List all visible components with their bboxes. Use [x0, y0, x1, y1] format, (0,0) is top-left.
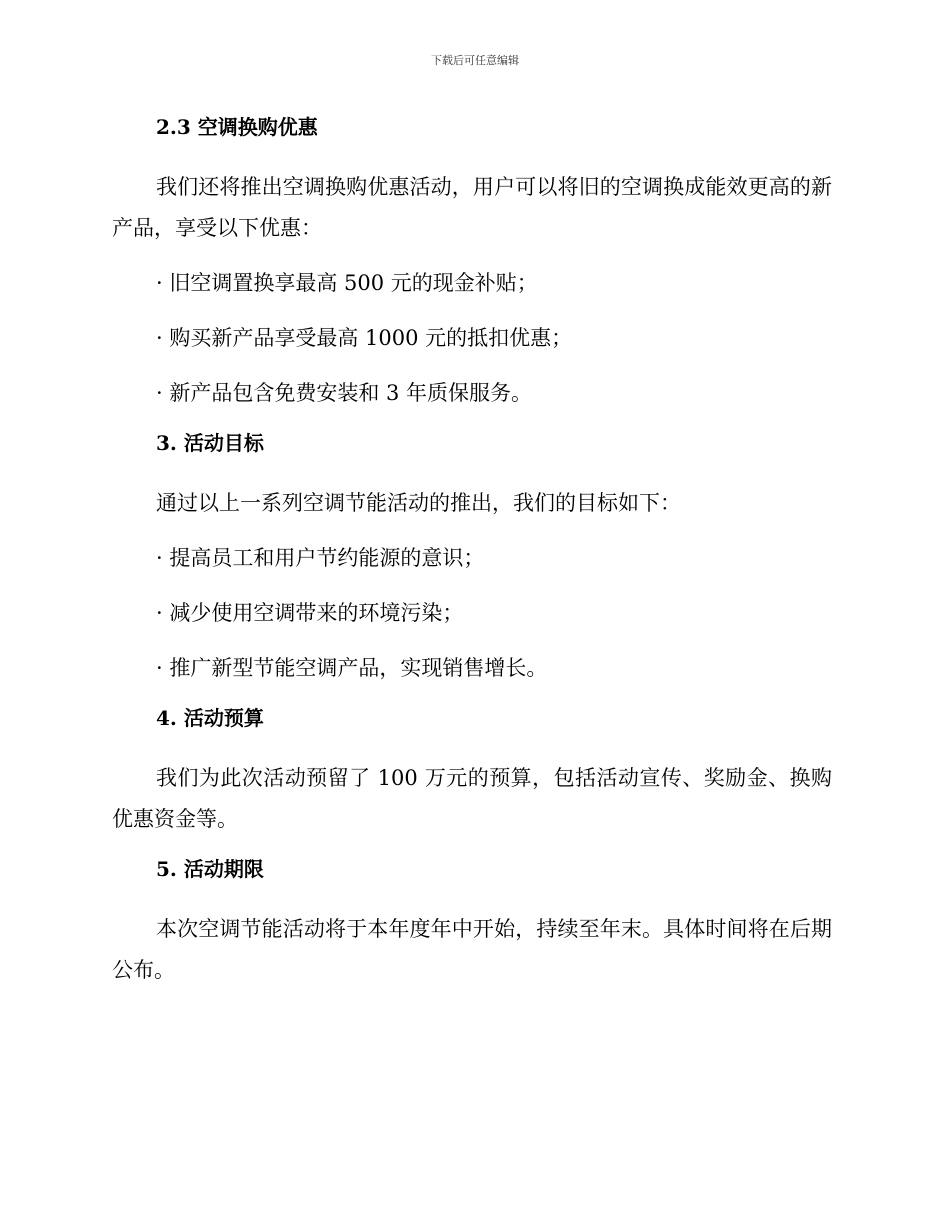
section-heading-3: 3. 活动目标: [156, 431, 264, 455]
list-item: · 推广新型节能空调产品，实现销售增长。: [156, 656, 548, 680]
section-4-body: 我们为此次活动预留了 100 万元的预算，包括活动宣传、奖励金、换购优惠资金等。: [112, 766, 832, 831]
section-2-3-intro: 我们还将推出空调换购优惠活动，用户可以将旧的空调换成能效更高的新产品，享受以下优惠：: [112, 175, 832, 240]
section-5-body: 本次空调节能活动将于本年度年中开始，持续至年末。具体时间将在后期公布。: [112, 917, 832, 982]
section-heading-2-3: 2.3 空调换购优惠: [156, 115, 318, 139]
section-heading-4: 4. 活动预算: [156, 706, 264, 730]
list-item: · 购买新产品享受最高 1000 元的抵扣优惠；: [156, 326, 573, 350]
section-heading-5: 5. 活动期限: [156, 857, 264, 881]
list-item: · 提高员工和用户节约能源的意识；: [156, 546, 485, 570]
list-item: · 旧空调置换享最高 500 元的现金补贴；: [156, 271, 538, 295]
list-item: · 减少使用空调带来的环境污染；: [156, 601, 464, 625]
document-body: [112, 112, 832, 1005]
page-header: 下载后可任意编辑: [431, 54, 519, 67]
section-3-intro: 通过以上一系列空调节能活动的推出，我们的目标如下：: [156, 491, 681, 515]
list-item: · 新产品包含免费安装和 3 年质保服务。: [156, 381, 533, 405]
